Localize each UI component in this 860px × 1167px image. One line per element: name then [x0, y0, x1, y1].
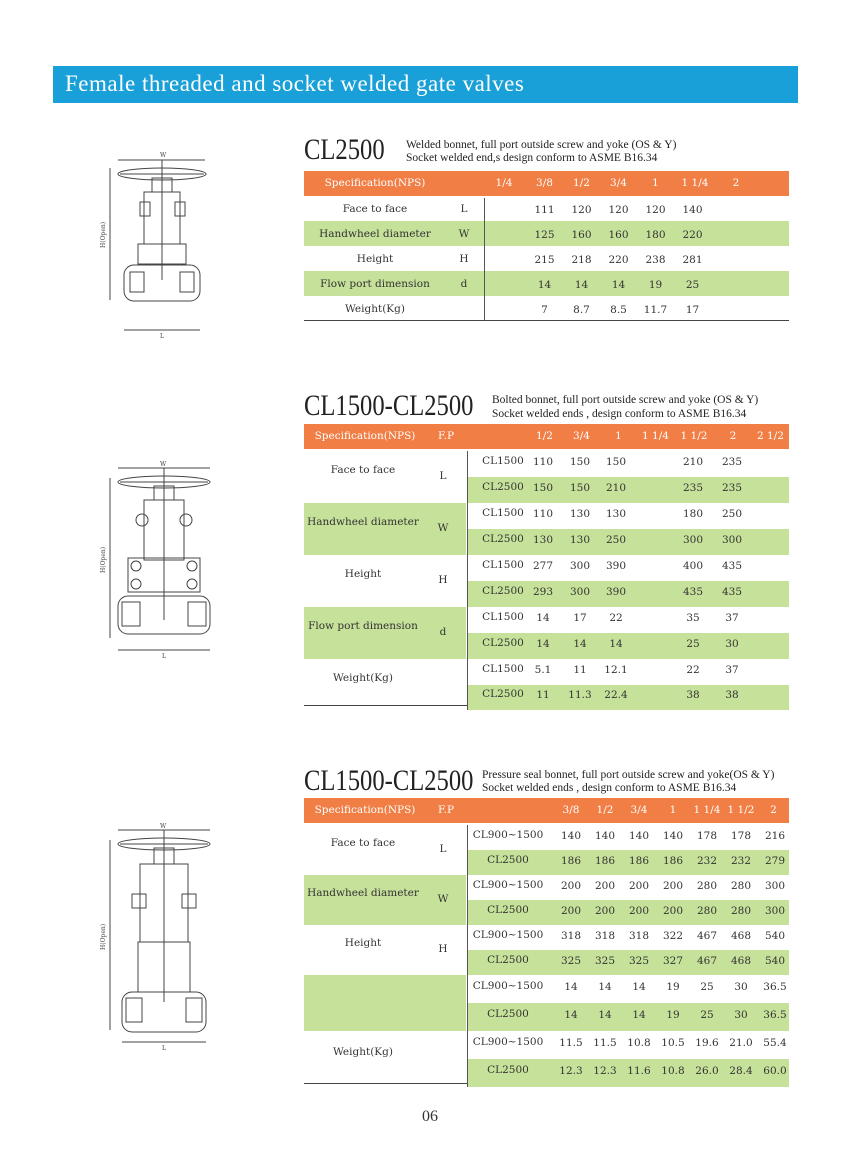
s2-row-value: 130: [532, 534, 554, 546]
s2-row-value: 11: [536, 689, 550, 702]
s2-row-value: 210: [605, 482, 627, 494]
s1-row-label: Face to face: [342, 203, 408, 215]
s3-row-value: 26.0: [695, 1065, 719, 1077]
s1-model-title: CL2500: [304, 133, 385, 166]
s2-row-class: CL1500: [482, 662, 524, 675]
s1-row-value: 14: [574, 279, 589, 291]
s2-row-value: 14: [609, 638, 623, 650]
s1-header-size: 1/4: [495, 177, 513, 189]
s3-row-class: CL900~1500: [472, 980, 544, 992]
s3-row-value: 300: [764, 904, 786, 917]
s3-row-value: 232: [730, 854, 752, 867]
s3-group-symbol: W: [437, 893, 449, 905]
s2-row-value: 435: [721, 586, 743, 598]
s3-row-value: 11.5: [593, 1037, 617, 1049]
s1-row-symbol: H: [459, 253, 469, 265]
s1-table-row: [304, 246, 789, 271]
svg-text:L: L: [162, 1045, 166, 1052]
s3-row-value: 318: [594, 929, 616, 942]
s1-table-row: [304, 196, 789, 221]
s1-row-value: 120: [645, 204, 666, 216]
s3-row-value: 325: [594, 954, 616, 967]
s2-row-value: 300: [569, 560, 591, 572]
s1-row-value: 238: [645, 254, 666, 266]
s2-row-class: CL1500: [482, 559, 524, 571]
s2-header-size: 2 1/2: [757, 430, 784, 442]
s3-row-value: 280: [730, 904, 752, 917]
s3-row-value: 280: [696, 879, 718, 892]
s1-row-value: 11.7: [643, 304, 668, 316]
s3-row-value: 36.5: [763, 981, 787, 993]
s3-row-value: 19: [666, 1009, 680, 1021]
s2-group-label-cell: [304, 451, 466, 503]
s2-header-size: 1: [615, 430, 622, 442]
s3-row-value: 200: [594, 904, 616, 917]
s1-desc-line-1: Welded bonnet, full port outside screw and yoke (OS & Y): [406, 139, 677, 151]
s3-table-row: [468, 900, 789, 925]
s2-header-size: 1 1/4: [642, 430, 669, 442]
s1-row-label: Flow port dimension: [320, 278, 430, 290]
s2-row-value: 14: [573, 638, 587, 650]
s3-row-value: 186: [594, 854, 616, 867]
s2-row-value: 150: [605, 456, 627, 468]
s2-group-label-cell: [304, 607, 466, 659]
s3-row-class: CL900~1500: [472, 1036, 544, 1048]
s2-group-symbol: H: [438, 574, 448, 586]
s2-model-title: CL1500-CL2500: [304, 389, 474, 422]
s1-table-header: [304, 171, 789, 196]
s3-header-size: 3/8: [562, 804, 580, 816]
s2-table-header: [304, 424, 789, 449]
s1-row-value: 218: [571, 254, 592, 266]
s2-row-value: 14: [536, 638, 550, 650]
s2-group-label: Flow port dimension: [308, 620, 418, 632]
s2-row-value: 12.1: [604, 663, 628, 676]
s3-row-value: 30: [734, 981, 748, 993]
s2-group-label-cell: [304, 555, 466, 607]
s3-row-value: 28.4: [729, 1065, 753, 1077]
s3-table-header: [304, 798, 789, 823]
svg-text:H(Open): H(Open): [100, 221, 107, 248]
s1-row-value: 120: [571, 204, 592, 216]
s3-row-class: CL2500: [487, 853, 529, 866]
s3-group-label-cell: [304, 975, 466, 1031]
s3-row-value: 279: [764, 854, 786, 867]
s2-row-class: CL2500: [482, 533, 524, 545]
s2-group-symbol: d: [439, 626, 447, 638]
s3-table-row: [468, 825, 789, 850]
s2-row-value: 300: [569, 586, 591, 598]
s2-row-value: 11: [573, 663, 587, 676]
s3-row-value: 140: [662, 829, 684, 842]
s2-header-spec: Specification(NPS): [314, 430, 416, 442]
s3-group-label: Height: [344, 937, 382, 949]
svg-text:H(Open): H(Open): [100, 546, 107, 573]
s2-row-value: 110: [532, 456, 554, 468]
s1-row-value: 220: [682, 229, 703, 241]
s3-row-value: 325: [628, 954, 650, 967]
s3-row-value: 280: [730, 879, 752, 892]
s3-header-size: 1 1/4: [693, 804, 721, 816]
s3-group-label-cell: [304, 925, 466, 975]
s3-row-value: 10.8: [661, 1065, 685, 1077]
s2-table-row: [468, 633, 789, 659]
s3-row-class: CL2500: [487, 953, 529, 966]
s3-row-value: 467: [696, 929, 718, 942]
s2-row-value: 235: [721, 456, 743, 468]
s2-table-row: [468, 503, 789, 529]
s1-table-row: [304, 271, 789, 296]
s3-row-value: 25: [700, 981, 714, 993]
s1-header-size: 3/8: [536, 177, 553, 189]
s2-table-row: [468, 685, 789, 711]
s1-row-value: 220: [608, 254, 629, 266]
s2-table-row: [468, 529, 789, 555]
s2-row-value: 11.3: [568, 689, 592, 702]
s2-row-value: 277: [532, 560, 554, 572]
s3-row-value: 10.8: [627, 1037, 651, 1049]
s3-row-value: 19.6: [695, 1037, 719, 1049]
s3-header-size: 1/2: [596, 804, 614, 816]
s3-table-row: [468, 950, 789, 975]
s2-row-value: 17: [573, 612, 587, 624]
s2-row-value: 37: [725, 663, 739, 676]
s3-group-label-cell: [304, 875, 466, 925]
s3-group-label: Weight(Kg): [333, 1046, 393, 1058]
s2-row-value: 30: [725, 638, 739, 650]
s2-row-value: 180: [682, 508, 704, 520]
s2-group-symbol: L: [439, 470, 447, 482]
s3-row-value: 200: [560, 904, 582, 917]
s3-row-value: 140: [628, 829, 650, 842]
s2-group-label-cell: [304, 659, 466, 710]
s1-row-label: Height: [356, 253, 394, 265]
s2-desc-line-1: Bolted bonnet, full port outside screw and yoke (OS & Y): [492, 394, 759, 406]
svg-text:W: W: [160, 461, 167, 468]
gate-valve-drawing-1: [100, 150, 230, 345]
s3-group-symbol: H: [438, 943, 448, 955]
s3-row-value: 12.3: [559, 1065, 583, 1077]
s1-row-value: 8.5: [610, 304, 627, 316]
s1-header-size: 1 1/4: [681, 177, 709, 189]
s3-row-value: 14: [632, 1009, 646, 1021]
s2-row-value: 22.4: [604, 689, 628, 702]
s2-row-value: 150: [569, 456, 591, 468]
s3-spec-table: [304, 798, 789, 1084]
s3-row-value: 216: [764, 829, 786, 842]
s3-row-value: 186: [628, 854, 650, 867]
s3-row-value: 14: [564, 1009, 578, 1021]
s3-row-value: 200: [628, 904, 650, 917]
s2-row-value: 293: [532, 586, 554, 598]
s3-row-value: 200: [662, 904, 684, 917]
s2-header-fp: F.P: [437, 430, 455, 442]
s1-row-value: 7: [541, 304, 548, 316]
s3-table-row: [468, 925, 789, 950]
s1-row-value: 14: [611, 279, 626, 291]
s2-row-class: CL1500: [482, 507, 524, 519]
s1-row-symbol: d: [460, 278, 468, 290]
s1-row-value: 17: [685, 304, 700, 316]
gate-valve-drawing-2: [100, 460, 230, 660]
s2-row-class: CL1500: [482, 611, 524, 623]
s3-row-value: 10.5: [661, 1037, 685, 1049]
s3-table-row: [468, 850, 789, 875]
s3-row-value: 540: [764, 954, 786, 967]
s2-row-value: 38: [725, 689, 739, 702]
s3-model-title: CL1500-CL2500: [304, 764, 474, 797]
s2-row-value: 250: [721, 508, 743, 520]
s3-row-value: 178: [696, 829, 718, 842]
s1-row-value: 281: [682, 254, 703, 266]
s3-row-value: 60.0: [763, 1065, 787, 1077]
s3-row-value: 468: [730, 954, 752, 967]
s2-group-label: Handwheel diameter: [307, 516, 419, 528]
s3-desc-line-1: Pressure seal bonnet, full port outside screw and yoke(OS & Y): [482, 769, 775, 781]
s2-group-label: Face to face: [330, 464, 396, 476]
s3-row-value: 25: [700, 1009, 714, 1021]
svg-text:L: L: [160, 333, 164, 340]
s3-header-size: 2: [770, 804, 777, 816]
s2-row-value: 25: [686, 638, 700, 650]
s3-row-value: 232: [696, 854, 718, 867]
s2-group-label: Weight(Kg): [333, 671, 393, 684]
s2-row-class: CL1500: [482, 455, 524, 467]
s3-table-row: [468, 975, 789, 1003]
s1-row-value: 215: [534, 254, 555, 266]
s3-row-value: 21.0: [729, 1037, 753, 1049]
s2-row-class: CL2500: [482, 637, 524, 649]
s1-desc-line-2: Socket welded end,s design conform to ASME B16.34: [406, 152, 658, 164]
s2-row-value: 235: [682, 482, 704, 494]
s1-row-value: 19: [648, 279, 663, 291]
s2-row-value: 5.1: [534, 663, 552, 676]
s2-group-label-cell: [304, 503, 466, 555]
s3-row-value: 300: [764, 879, 786, 892]
s2-row-value: 38: [686, 689, 700, 702]
s2-row-class: CL2500: [482, 481, 524, 493]
s3-group-label: Face to face: [330, 837, 396, 849]
s1-row-value: 111: [534, 204, 555, 216]
s3-header-size: 1 1/2: [727, 804, 755, 816]
s2-row-value: 210: [682, 456, 704, 468]
s3-row-value: 36.5: [763, 1009, 787, 1021]
gate-valve-drawing-3: [100, 822, 230, 1052]
s1-header-size: 3/4: [610, 177, 627, 189]
s1-row-symbol: L: [460, 203, 468, 215]
s1-row-value: 120: [608, 204, 629, 216]
s1-table-row: [304, 221, 789, 246]
s2-row-value: 300: [721, 534, 743, 546]
s2-row-value: 235: [721, 482, 743, 494]
s2-row-class: CL2500: [482, 585, 524, 597]
s3-row-class: CL900~1500: [472, 878, 544, 891]
svg-text:W: W: [160, 823, 167, 830]
page-number: 06: [422, 1108, 438, 1125]
s3-row-value: 186: [662, 854, 684, 867]
s1-table-row: [304, 296, 789, 321]
s1-header-size: 1: [652, 177, 659, 189]
s1-row-value: 140: [682, 204, 703, 216]
s1-row-label: Handwheel diameter: [319, 228, 431, 240]
s2-row-value: 35: [686, 612, 700, 624]
s2-row-value: 390: [605, 586, 627, 598]
s2-row-value: 22: [686, 663, 700, 676]
s3-row-value: 318: [560, 929, 582, 942]
s1-row-label: Weight(Kg): [345, 303, 405, 315]
s2-table-row: [468, 659, 789, 685]
s1-row-value: 160: [571, 229, 592, 241]
s2-row-value: 22: [609, 612, 623, 624]
s3-table-row: [468, 875, 789, 900]
s2-row-value: 150: [532, 482, 554, 494]
s2-row-value: 400: [682, 560, 704, 572]
s3-header-spec: Specification(NPS): [314, 804, 416, 816]
s3-header-size: 3/4: [630, 804, 648, 816]
s3-row-class: CL900~1500: [472, 928, 544, 941]
s3-row-value: 19: [666, 981, 680, 993]
s3-row-value: 55.4: [763, 1037, 787, 1049]
s3-row-value: 200: [662, 879, 684, 892]
svg-text:L: L: [162, 653, 166, 660]
s3-row-class: CL2500: [487, 1008, 529, 1020]
s3-row-value: 468: [730, 929, 752, 942]
s2-table-row: [468, 581, 789, 607]
s2-group-symbol: W: [437, 522, 449, 534]
s3-row-value: 11.6: [627, 1065, 651, 1077]
s3-row-class: CL2500: [487, 1064, 529, 1076]
s3-row-value: 318: [628, 929, 650, 942]
s2-row-value: 300: [682, 534, 704, 546]
s1-row-value: 125: [534, 229, 555, 241]
s3-row-value: 11.5: [559, 1037, 583, 1049]
svg-text:W: W: [160, 152, 167, 159]
s2-table-row: [468, 555, 789, 581]
s3-header-fp: F.P: [437, 804, 455, 816]
s2-row-value: 110: [532, 508, 554, 520]
s2-divider: [467, 451, 468, 710]
s2-row-value: 37: [725, 612, 739, 624]
s1-row-value: 8.7: [573, 304, 590, 316]
s3-row-value: 14: [598, 981, 612, 993]
s2-table-row: [468, 607, 789, 633]
s2-header-size: 1 1/2: [680, 430, 708, 442]
s3-table-row: [468, 1003, 789, 1031]
s3-row-value: 322: [662, 929, 684, 942]
s1-row-symbol: W: [458, 228, 470, 240]
s3-table-row: [468, 1031, 789, 1059]
s1-row-value: 180: [645, 229, 666, 241]
s2-header-size: 2: [729, 430, 737, 442]
s3-row-value: 178: [730, 829, 752, 842]
s2-row-value: 130: [569, 534, 591, 546]
svg-text:H(Open): H(Open): [100, 923, 107, 950]
s1-header-size: 2: [732, 177, 740, 189]
s2-row-value: 130: [605, 508, 627, 520]
s3-row-value: 467: [696, 954, 718, 967]
section-banner: Female threaded and socket welded gate valves: [53, 66, 798, 103]
s2-header-size: 1/2: [536, 430, 553, 442]
s1-row-value: 14: [537, 279, 552, 291]
s2-desc-line-2: Socket welded ends , design conform to ASME B16.34: [492, 408, 747, 420]
s3-row-class: CL2500: [487, 903, 529, 916]
s2-table-row: [468, 451, 789, 477]
s2-row-value: 250: [605, 534, 627, 546]
s3-row-value: 200: [594, 879, 616, 892]
s3-table-row: [468, 1059, 789, 1087]
s3-row-value: 327: [662, 954, 684, 967]
s1-header-size: 1/2: [573, 177, 590, 189]
s2-row-value: 150: [569, 482, 591, 494]
s3-group-symbol: L: [439, 843, 447, 855]
s3-row-value: 540: [764, 929, 786, 942]
s3-desc-line-2: Socket welded ends , design conform to ASME B16.34: [482, 782, 737, 794]
s2-header-size: 3/4: [573, 430, 590, 442]
s2-row-value: 435: [721, 560, 743, 572]
s3-group-label-cell: [304, 825, 466, 875]
s3-header-size: 1: [669, 804, 677, 816]
s2-row-value: 390: [605, 560, 627, 572]
s2-table-row: [468, 477, 789, 503]
s3-row-value: 280: [696, 904, 718, 917]
s3-divider: [467, 825, 468, 1087]
s3-row-value: 30: [734, 1009, 748, 1021]
s3-row-value: 200: [560, 879, 582, 892]
s3-row-value: 14: [564, 981, 578, 993]
s2-spec-table: [304, 424, 789, 706]
s3-row-value: 140: [560, 829, 582, 842]
s3-row-value: 14: [598, 1009, 612, 1021]
s3-row-value: 14: [632, 981, 646, 993]
s2-row-value: 130: [569, 508, 591, 520]
s3-row-class: CL900~1500: [472, 828, 544, 841]
s3-row-value: 200: [628, 879, 650, 892]
s1-row-value: 25: [685, 279, 700, 291]
s2-row-class: CL2500: [482, 688, 524, 701]
s3-group-label: Handwheel diameter: [307, 887, 419, 899]
s3-row-value: 186: [560, 854, 582, 867]
s3-row-value: 12.3: [593, 1065, 617, 1077]
s1-header-spec: Specification(NPS): [324, 177, 426, 189]
s3-group-label-cell: [304, 1031, 466, 1087]
s3-row-value: 140: [594, 829, 616, 842]
s1-row-value: 160: [608, 229, 629, 241]
s2-row-value: 14: [536, 612, 550, 624]
s2-row-value: 435: [682, 586, 704, 598]
s2-group-label: Height: [344, 568, 382, 580]
s1-spec-table: [304, 171, 789, 321]
s1-divider: [484, 198, 485, 320]
s3-row-value: 325: [560, 954, 582, 967]
